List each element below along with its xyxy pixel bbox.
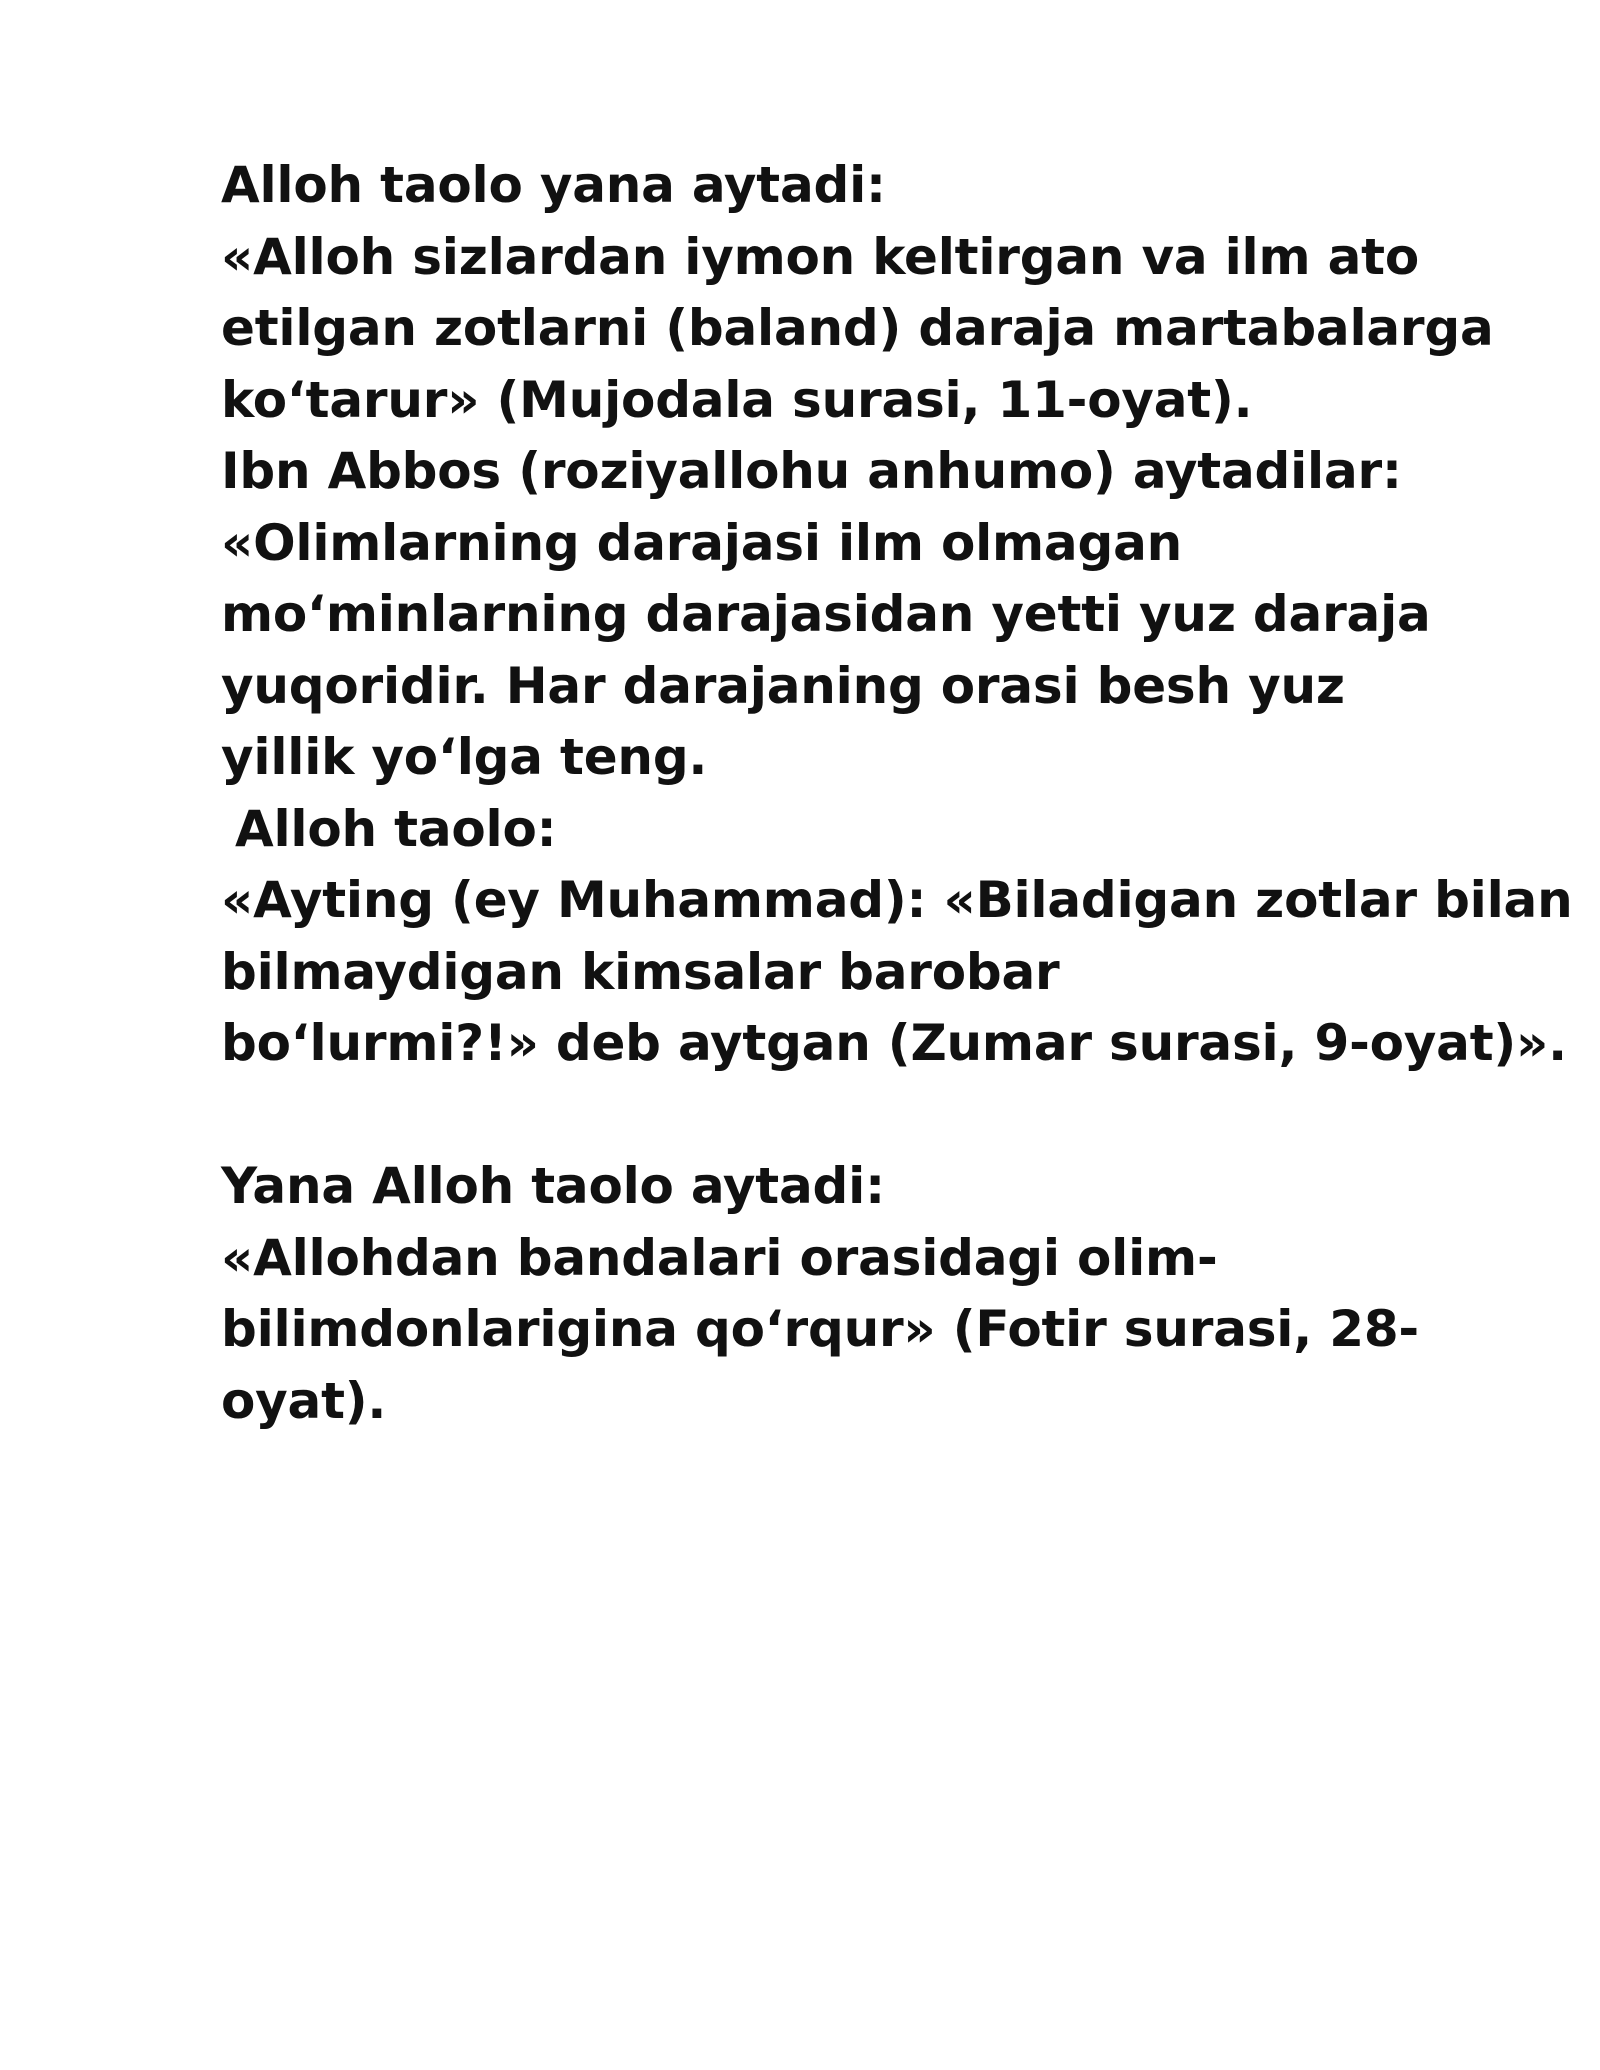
text-line: ko‘tarur» (Mujodala surasi, 11-oyat).	[221, 370, 1253, 429]
text-line: «Alloh sizlardan iymon keltirgan va ilm ato	[221, 227, 1419, 286]
text-line: Alloh taolo yana aytadi:	[221, 156, 886, 214]
text-line: mo‘minlarning darajasidan yetti yuz daraja	[221, 585, 1431, 643]
blank-line	[221, 1080, 1521, 1152]
text-line: bilmaydigan kimsalar barobar	[221, 942, 1060, 1001]
text-line: Yana Alloh taolo aytadi:	[221, 1157, 885, 1215]
text-line: «Allohdan bandalari orasidagi olim-	[221, 1228, 1218, 1287]
document-text	[221, 150, 1573, 1437]
text-line: «Ayting (ey Muhammad): «Biladigan zotlar bilan	[221, 871, 1573, 929]
text-line: oyat).	[221, 1371, 387, 1430]
text-line: bilimdonlarigina qo‘rqur» (Fotir surasi, 28-	[221, 1300, 1419, 1358]
text-line: etilgan zotlarni (baland) daraja martabalarga	[221, 299, 1494, 357]
text-line: yillik yo‘lga teng.	[221, 728, 708, 786]
text-line: Alloh taolo:	[235, 799, 557, 858]
text-line: yuqoridir. Har darajaning orasi besh yuz	[221, 656, 1345, 715]
text-line: bo‘lurmi?!» deb aytgan (Zumar surasi, 9-oyat)».	[221, 1014, 1567, 1072]
text-line: «Olimlarning darajasi ilm olmagan	[221, 513, 1183, 572]
text-line: Ibn Abbos (roziyallohu anhumo) aytadilar:	[221, 442, 1402, 500]
